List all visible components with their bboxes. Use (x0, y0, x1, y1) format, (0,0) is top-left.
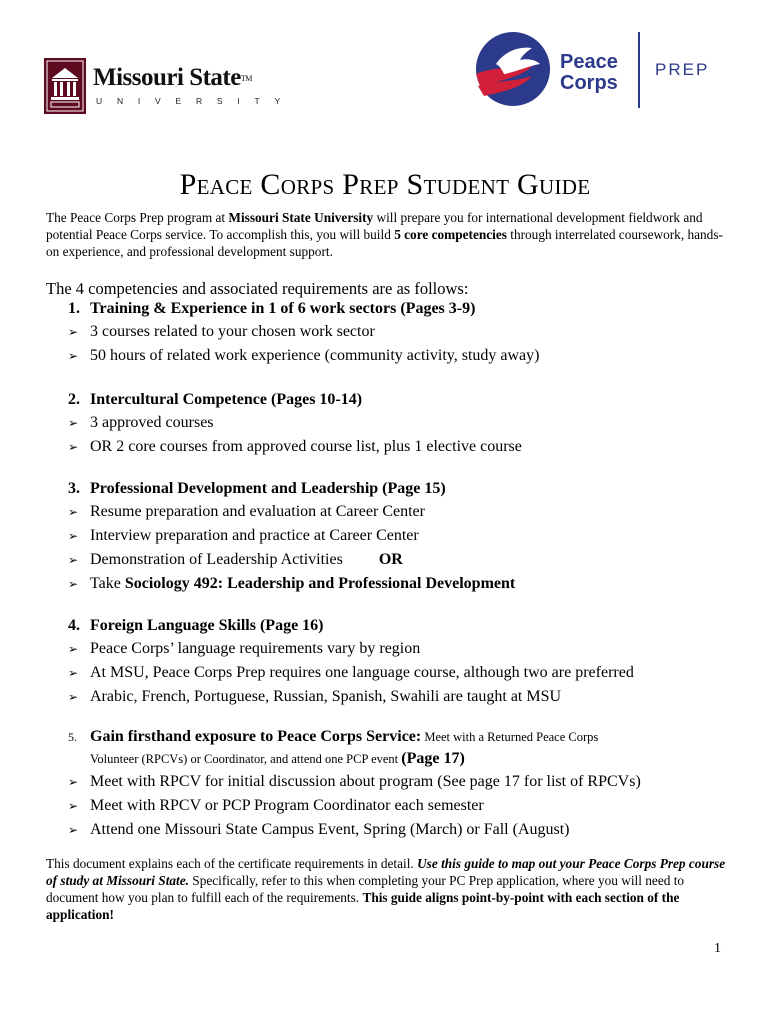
section-5 (68, 726, 748, 842)
section-4 (68, 615, 748, 709)
section-3 (68, 478, 748, 596)
list-item: ➢ Attend one Missouri State Campus Event, Spring (March) or Fall (August) (68, 818, 748, 842)
intro-paragraph: The Peace Corps Prep program at Missouri State University will prepare you for international development fieldwork and potential Peace Corps service. To accomplish this, you will build 5 core competencies through interrelated coursework, hands-on experience, and professional development support. (46, 210, 723, 259)
section-heading: 5. Gain firsthand exposure to Peace Corps Service: Meet with a Returned Peace Corps (68, 728, 599, 745)
list-item: ➢ 3 approved courses (68, 411, 748, 435)
list-item: ➢ 3 courses related to your chosen work sector (68, 320, 748, 344)
section-heading: 1. Training & Experience in 1 of 6 work sectors (Pages 3-9) (68, 300, 476, 317)
peace-corps-dove-icon (474, 30, 552, 108)
or-label: OR (378, 551, 403, 568)
list-item: ➢ Demonstration of Leadership Activities OR (68, 548, 748, 572)
prep-label: PREP (655, 60, 710, 79)
list-item: ➢ Meet with RPCV for initial discussion about program (See page 17 for list of RPCVs) (68, 770, 748, 794)
peace-corps-prep-logo (474, 30, 724, 110)
list-item: ➢ Peace Corps’ language requirements vary by region (68, 637, 748, 661)
list-item: ➢ Interview preparation and practice at Career Center (68, 524, 748, 548)
list-item: ➢ Resume preparation and evaluation at Career Center (68, 500, 748, 524)
list-item: ➢ 50 hours of related work experience (community activity, study away) (68, 344, 748, 368)
page-number: 1 (714, 941, 721, 956)
competencies-lead: The 4 competencies and associated requirements are as follows: (46, 279, 469, 298)
list-item: ➢ At MSU, Peace Corps Prep requires one language course, although two are preferred (68, 661, 748, 685)
carrington-hall-icon (44, 58, 86, 114)
section-1 (68, 298, 748, 368)
peace-corps-wordmark: Peace Corps (560, 51, 618, 94)
section-heading: 2. Intercultural Competence (Pages 10-14) (68, 391, 363, 408)
logo-divider (638, 32, 640, 108)
section-2 (68, 389, 748, 459)
msu-university-label: UNIVERSITY (96, 96, 296, 106)
section-heading: 3. Professional Development and Leadership (Page 15) (68, 480, 446, 497)
missouri-state-logo (44, 58, 296, 116)
list-item: ➢ Take Sociology 492: Leadership and Professional Development (68, 572, 748, 596)
closing-paragraph: This document explains each of the certificate requirements in detail. Use this guide to map out your Peace Corps Prep course of study at Missouri State. Specifically, refer to this when completing your PC Prep application, where you will need to document how you plan to fulfill each of the requirements. This guide aligns point-by-point with each section of the application! (46, 856, 726, 922)
list-item: ➢ Meet with RPCV or PCP Program Coordinator each semester (68, 794, 748, 818)
msu-wordmark: Missouri State™ (93, 64, 252, 91)
section-heading: 4. Foreign Language Skills (Page 16) (68, 617, 324, 634)
list-item: ➢ OR 2 core courses from approved course list, plus 1 elective course (68, 435, 748, 459)
page-title: Peace Corps Prep Student Guide (179, 168, 591, 201)
section-5-continued: Volunteer (RPCVs) or Coordinator, and attend one PCP event (Page 17) (90, 750, 465, 767)
list-item: ➢ Arabic, French, Portuguese, Russian, Spanish, Swahili are taught at MSU (68, 685, 748, 709)
